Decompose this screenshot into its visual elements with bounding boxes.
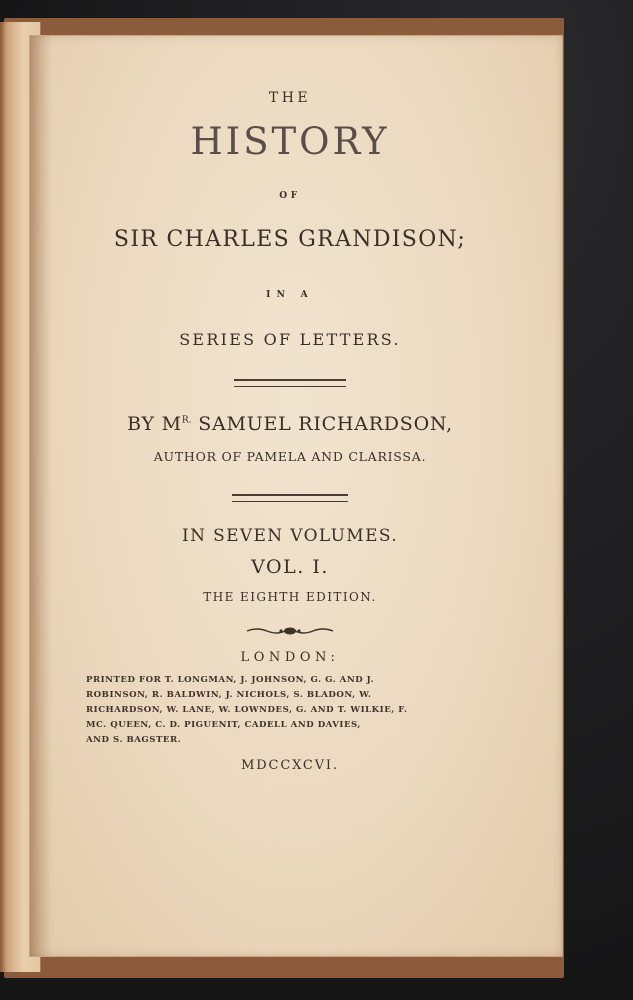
volume-number: VOL. I. — [251, 556, 329, 578]
title-article: THE — [268, 90, 312, 106]
imprint-place: LONDON: — [240, 650, 340, 665]
title-of: OF — [279, 191, 301, 201]
byline-prefix: BY M — [127, 413, 182, 435]
volume-count: IN SEVEN VOLUMES. — [182, 526, 398, 546]
main-title: SIR CHARLES GRANDISON; — [113, 227, 467, 252]
imprint-line: RICHARDSON, W. LANE, W. LOWNDES, G. AND T. WILKIE, F. — [86, 705, 408, 715]
byline-superscript: R. — [181, 415, 192, 426]
title-in-a: IN A — [266, 290, 314, 300]
byline-name: SAMUEL RICHARDSON, — [191, 413, 453, 435]
title-history: HISTORY — [190, 120, 390, 163]
imprint-line: MC. QUEEN, C. D. PIGUENIT, CADELL AND DAVIES, — [86, 720, 361, 730]
subtitle-series: SERIES OF LETTERS. — [179, 330, 401, 349]
author-credits: AUTHOR OF PAMELA AND CLARISSA. — [153, 449, 427, 464]
imprint-line: ROBINSON, R. BALDWIN, J. NICHOLS, S. BLADON, W. — [86, 690, 372, 700]
imprint-date: MDCCXCVI. — [241, 758, 339, 773]
imprint-line: PRINTED FOR T. LONGMAN, J. JOHNSON, G. G. AND J. — [86, 675, 375, 685]
double-rule-divider — [234, 379, 346, 387]
page-gutter-shadow — [30, 36, 52, 956]
imprint-block — [70, 673, 510, 748]
double-rule-divider-2 — [232, 494, 348, 502]
printers-ornament — [245, 626, 335, 636]
edition-statement: THE EIGHTH EDITION. — [203, 590, 377, 604]
title-page-text — [70, 88, 510, 773]
author-byline — [70, 413, 510, 435]
imprint-line: AND S. BAGSTER. — [86, 735, 182, 745]
